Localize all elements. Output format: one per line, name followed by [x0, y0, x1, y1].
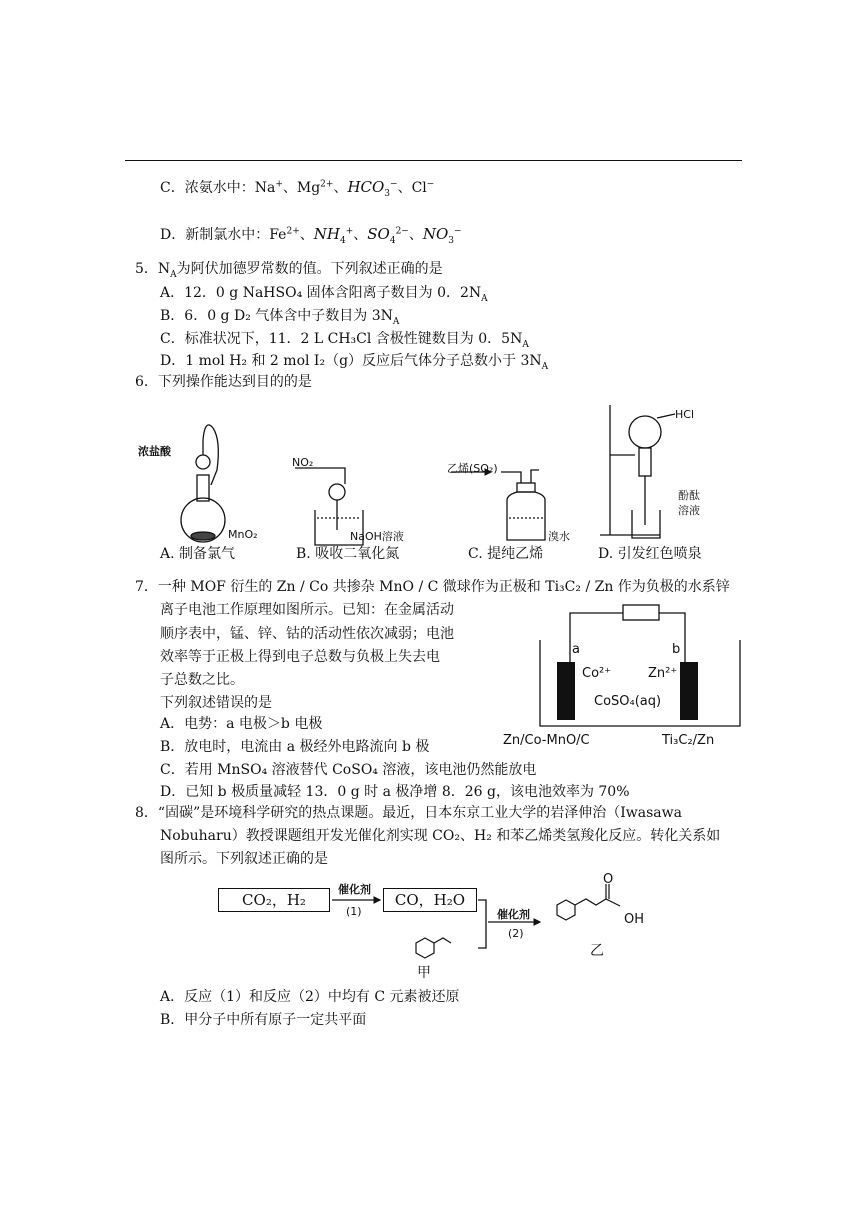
- label-hcl-conc: 浓盐酸: [138, 445, 171, 458]
- q7-option-a: A．电势：a 电极＞b 电极: [160, 716, 323, 732]
- left-electrode-label: Zn/Co-MnO/C: [503, 733, 590, 748]
- zn-ion-label: Zn²⁺: [648, 666, 678, 681]
- step-2-label: (2): [508, 927, 524, 940]
- apparatus-c: [451, 470, 545, 540]
- label-phenol-1: 酚酞: [678, 489, 700, 502]
- q7-stem-5: 子总数之比。: [160, 672, 244, 688]
- q5-option-a: A．12．0 g NaHSO₄ 固体含阳离子数目为 0．$2N_A$: [160, 285, 488, 304]
- step-1-label: (1): [346, 905, 362, 918]
- q6-stem: 6．下列操作能达到目的的是: [135, 374, 312, 390]
- apparatus-d: [600, 405, 675, 538]
- catalyst-1-label: 催化剂: [338, 883, 371, 896]
- solution-label: CoSO₄(aq): [594, 694, 662, 709]
- q8-stem-2: Nobuharu）教授课题组开发光催化剂实现 CO₂、H₂ 和苯乙烯类氢羧化反应。转化关系如: [160, 828, 721, 844]
- q5-option-d: D．1 mol H₂ 和 2 mol I₂（g）反应后气体分子总数小于 $3N_A$: [160, 353, 549, 372]
- q7-stem-6: 下列叙述错误的是: [160, 695, 272, 711]
- carbonyl-o-label: O: [603, 872, 614, 887]
- q7-option-c: C．若用 MnSO₄ 溶液替代 CoSO₄ 溶液，该电池仍然能放电: [160, 762, 537, 778]
- q8-option-a: A．反应（1）和反应（2）中均有 C 元素被还原: [160, 989, 460, 1005]
- q4-option-d: D．新制氯水中：$Fe^{2+}$、$NH_4^+$、$SO_4^{2-}$、$NO_3^-$: [160, 225, 462, 246]
- caption-b: B. 吸收二氧化氮: [296, 546, 400, 562]
- label-ethylene: 乙烯(SO₂): [447, 462, 498, 475]
- q7-stem-1: 7．一种 MOF 衍生的 Zn / Co 共掺杂 MnO / C 微球作为正极和 Ti₃C₂ / Zn 作为负极的水系锌: [135, 579, 730, 595]
- caption-c: C. 提纯乙烯: [468, 546, 544, 562]
- q5-stem: 5．$N_A$为阿伏加德罗常数的值。下列叙述正确的是: [135, 261, 443, 280]
- q5-option-b: B．6．0 g D₂ 气体含中子数目为 $3N_A$: [160, 308, 400, 327]
- caption-d: D. 引发红色喷泉: [598, 546, 702, 562]
- q7-stem-2: 离子电池工作原理如图所示。已知：在金属活动: [160, 602, 454, 618]
- q7-option-d: D．已知 b 极质量减轻 13．0 g 时 a 极净增 8．26 g，该电池效率为 70%: [160, 784, 630, 800]
- q4-option-c: C．浓氨水中：Na+、$Mg^{2+}$、$HCO_3^-$、Cl−: [160, 178, 435, 199]
- label-phenol-2: 溶液: [678, 504, 700, 517]
- label-no2: NO₂: [292, 456, 314, 469]
- intermediate-box: CO，H₂O: [383, 888, 477, 912]
- compound-yi-label: 乙: [590, 943, 604, 959]
- co-ion-label: Co²⁺: [582, 666, 612, 681]
- q7-stem-3: 顺序表中，锰、锌、钴的活动性依次减弱；电池: [160, 626, 454, 642]
- q8-option-b: B．甲分子中所有原子一定共平面: [160, 1012, 367, 1028]
- apparatus-a: [181, 425, 225, 542]
- right-electrode-label: Ti₃C₂/Zn: [662, 733, 715, 748]
- q8-stem-1: 8．“固碳”是环境科学研究的热点课题。最近，日本东京工业大学的岩泽伸治（Iwasawa: [135, 805, 682, 821]
- label-hcl: HCl: [675, 408, 695, 421]
- q7-stem-4: 效率等于正极上得到电子总数与负极上失去电: [160, 649, 440, 665]
- hydroxyl-label: OH: [624, 912, 645, 927]
- q7-option-b: B．放电时，电流由 a 极经外电路流向 b 极: [160, 739, 430, 755]
- label-naoh: NaOH溶液: [350, 530, 404, 543]
- q7-battery-figure: [535, 600, 750, 730]
- caption-a: A. 制备氯气: [160, 546, 236, 562]
- electrode-a-label: a: [572, 642, 580, 657]
- label-mno2: MnO₂: [228, 528, 258, 541]
- q5-option-c: C．标准状况下，11．2 L CH₃Cl 含极性键数目为 0．$5N_A$: [160, 331, 529, 350]
- compound-jia-label: 甲: [417, 965, 431, 981]
- electrode-b-label: b: [672, 642, 681, 657]
- label-bromine: 溴水: [548, 530, 570, 543]
- reactant-box: CO₂，H₂: [218, 888, 330, 912]
- header-rule: [125, 160, 742, 161]
- q8-stem-3: 图所示。下列叙述正确的是: [160, 851, 328, 867]
- catalyst-2-label: 催化剂: [497, 908, 530, 921]
